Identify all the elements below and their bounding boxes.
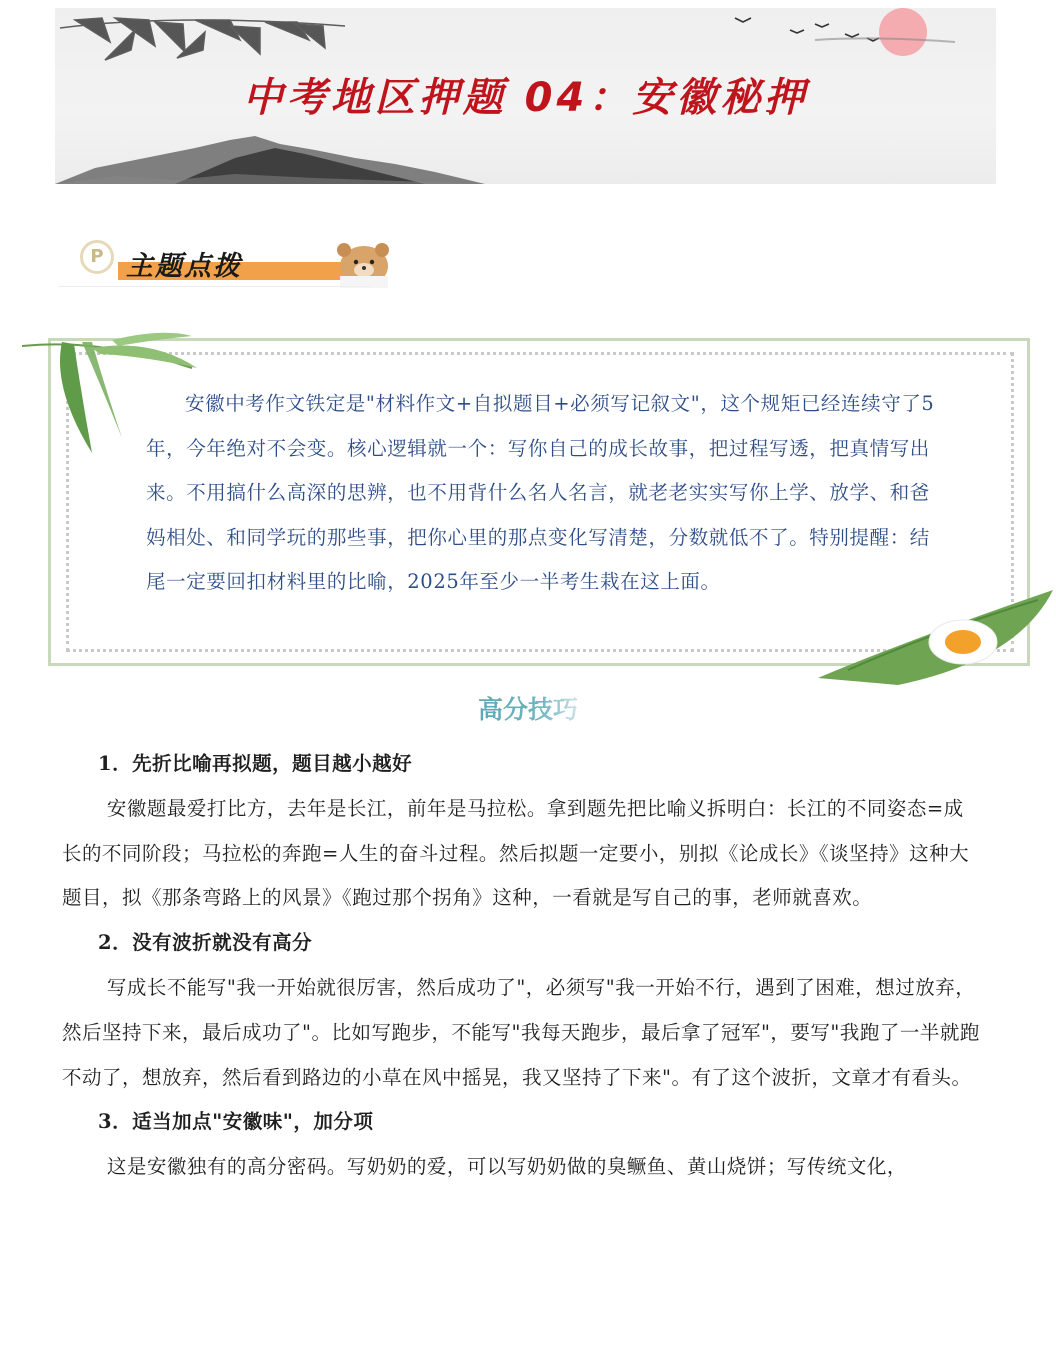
section-body-1: 安徽题最爱打比方，去年是长江，前年是马拉松。拿到题先把比喻义拆明白：长江的不同姿态=成长的不同阶段；马拉松的奔跑=人生的奋斗过程。然后拟题一定要小，别拟《论成长》《谈坚持》这种大题目，拟《那条弯路上的风景》《跑过那个拐角》这种，一看就是写自己的事，老师就喜欢。 (62, 796, 970, 910)
tip-body-text: 安徽中考作文铁定是"材料作文+自拟题目+必须写记叙文"，这个规矩已经连续守了5年，今年绝对不会变。核心逻辑就一个：写你自己的成长故事，把过程写透，把真情写出来。不用搞什么高深的思辨，也不用背什么名人名言，就老老实实写你上学、放学、和爸妈相处、和同学玩的那些事，把你心里的那点变化写清楚，分数就低不了。特别提醒：结尾一定要回扣材料里的比喻，2025年至少一半考生栽在这上面。 (146, 392, 935, 593)
section-badge-label: 主题点拨 (126, 251, 242, 282)
bear-icon (334, 236, 394, 288)
section-heading-3: 3．适当加点"安徽味"，加分项 (98, 1110, 374, 1134)
section-heading-2: 2．没有波折就没有高分 (98, 931, 313, 955)
skills-content (62, 742, 982, 1190)
section-body-2: 写成长不能写"我一开始就很厉害，然后成功了"，必须写"我一开始不行，遇到了困难，想过放弃，然后坚持下来，最后成功了"。比如写跑步，不能写"我每天跑步，最后拿了冠军"，要写"我跑了一半就跑不动了，想放弃，然后看到路边的小草在风中摇晃，我又坚持了下来"。有了这个波折，文章才有看头。 (62, 975, 980, 1089)
section-heading-1: 1．先折比喻再拟题，题目越小越好 (98, 752, 413, 775)
badge-p-icon: P (80, 240, 114, 274)
section-badge (58, 232, 370, 288)
section-body-3: 这是安徽独有的高分密码。写奶奶的爱，可以写奶奶做的臭鳜鱼、黄山烧饼；写传统文化， (106, 1155, 907, 1179)
skills-subheading: 高分技巧 (468, 690, 588, 726)
badge-divider (58, 286, 370, 287)
page-title: 中考地区押题 04：安徽秘押 (242, 75, 809, 121)
zongzi-leaf-egg-icon (818, 590, 1053, 690)
header-banner (55, 8, 996, 184)
tip-paragraph (146, 382, 946, 605)
